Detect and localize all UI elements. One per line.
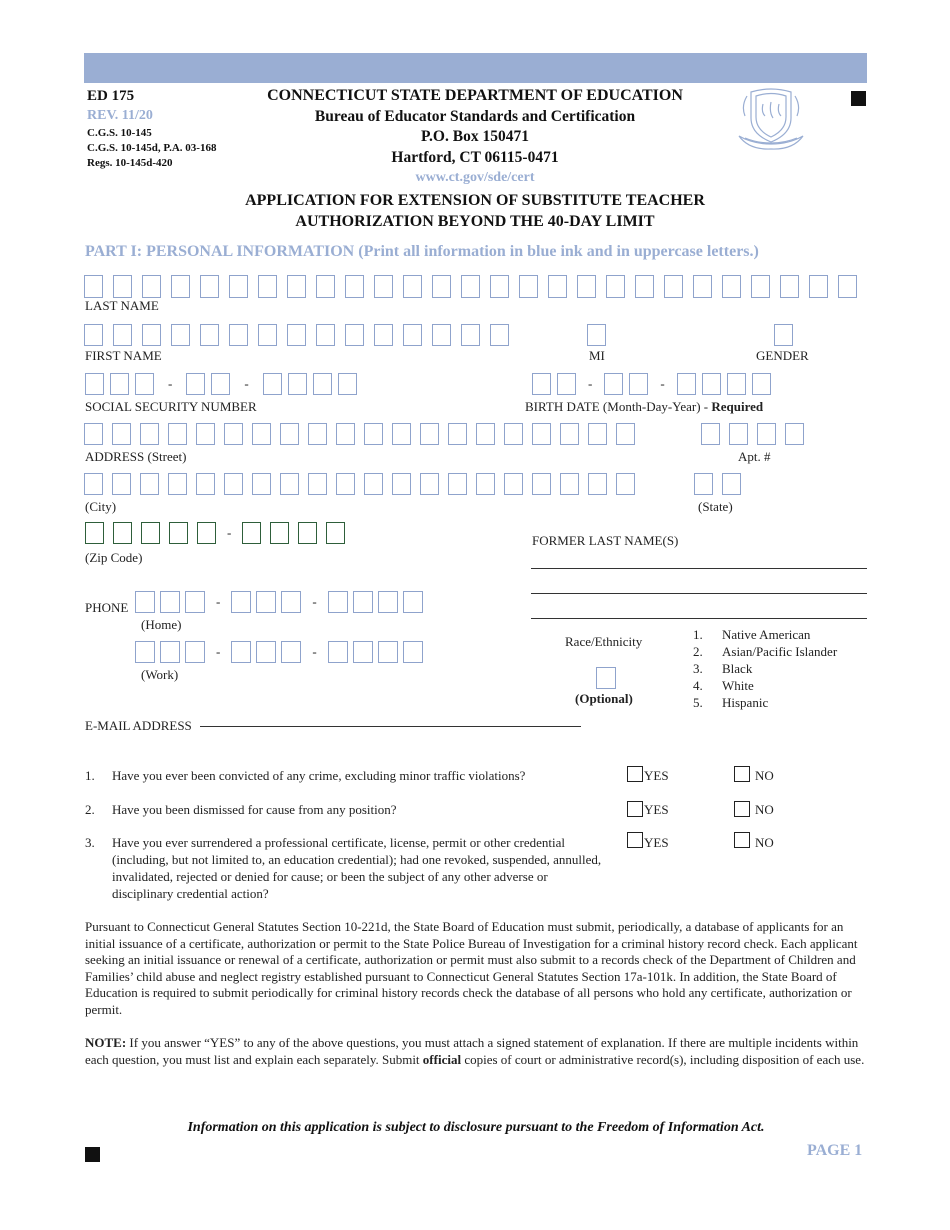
char-box[interactable] (142, 275, 161, 298)
char-box[interactable] (263, 373, 282, 395)
race-option-number: 5. (693, 695, 703, 710)
char-box[interactable] (308, 473, 327, 495)
bureau-name: Bureau of Educator Standards and Certification (314, 108, 636, 125)
race-options-list (693, 627, 837, 712)
race-option (693, 644, 837, 661)
race-option-label: Native American (722, 627, 811, 642)
char-box[interactable] (838, 275, 857, 298)
question-number: 3. (85, 835, 95, 850)
char-box[interactable] (476, 423, 495, 445)
note-label: NOTE: (85, 1035, 127, 1050)
char-box[interactable] (616, 423, 635, 445)
char-box[interactable] (171, 275, 190, 298)
char-box[interactable] (84, 275, 103, 298)
char-box[interactable] (270, 522, 289, 544)
char-box[interactable] (229, 275, 248, 298)
first-name-label: FIRST NAME (85, 348, 162, 363)
phone-dash: - (216, 594, 221, 609)
char-box[interactable] (135, 373, 154, 395)
former-last-name-line[interactable] (531, 568, 867, 569)
char-box[interactable] (490, 275, 509, 298)
race-option-number: 2. (693, 644, 703, 659)
question-number: 1. (85, 768, 95, 783)
char-box[interactable] (224, 423, 243, 445)
char-box[interactable] (780, 275, 799, 298)
ssn-label: SOCIAL SECURITY NUMBER (85, 399, 257, 414)
char-box[interactable] (757, 423, 776, 445)
last-name-input[interactable] (84, 275, 857, 298)
char-box[interactable] (403, 641, 423, 663)
form-title-line2: AUTHORIZATION BEYOND THE 40-DAY LIMIT (295, 213, 655, 230)
char-box[interactable] (364, 473, 383, 495)
char-box[interactable] (604, 373, 623, 395)
zip-dash: - (227, 525, 232, 540)
char-box[interactable] (588, 423, 607, 445)
city-input[interactable] (84, 473, 635, 495)
char-box[interactable] (403, 591, 423, 613)
char-box[interactable] (577, 275, 596, 298)
char-box[interactable] (353, 641, 373, 663)
char-box[interactable] (200, 275, 219, 298)
question-text: Have you ever surrendered a professional certificate, license, permit or other credential (including, but not limited to, an education credential); had one revoked, suspended, annulled, invalidated, rejected or denied for cause; or been the subject of any other adverse or disciplinary credential action? (112, 835, 602, 901)
char-box[interactable] (557, 373, 576, 395)
q1-yes-checkbox[interactable] (627, 766, 643, 782)
char-box[interactable] (186, 373, 205, 395)
ssn-dash: - (244, 376, 249, 391)
char-box[interactable] (353, 591, 373, 613)
char-box[interactable] (702, 373, 721, 395)
question-number: 2. (85, 802, 95, 817)
char-box[interactable] (281, 591, 301, 613)
char-box[interactable] (258, 324, 277, 346)
char-box[interactable] (328, 641, 348, 663)
char-box[interactable] (224, 473, 243, 495)
race-option-label: Hispanic (722, 695, 769, 710)
race-option (693, 661, 837, 678)
ssn-input[interactable] (85, 373, 357, 395)
char-box[interactable] (490, 324, 509, 346)
char-box[interactable] (785, 423, 804, 445)
char-box[interactable] (197, 522, 216, 544)
work-phone-label: (Work) (141, 667, 179, 682)
race-option (693, 695, 837, 712)
char-box[interactable] (328, 591, 348, 613)
race-option-number: 3. (693, 661, 703, 676)
former-last-names-label: FORMER LAST NAME(S) (532, 533, 679, 548)
zip-code-input[interactable] (85, 522, 345, 544)
char-box[interactable] (135, 591, 155, 613)
race-ethnicity-input[interactable] (596, 667, 616, 689)
char-box[interactable] (326, 522, 345, 544)
department-name: CONNECTICUT STATE DEPARTMENT OF EDUCATION (267, 87, 683, 104)
char-box[interactable] (141, 522, 160, 544)
char-box[interactable] (185, 591, 205, 613)
char-box[interactable] (185, 641, 205, 663)
phone-dash: - (312, 644, 317, 659)
char-box[interactable] (403, 275, 422, 298)
po-box: P.O. Box 150471 (421, 128, 529, 145)
char-box[interactable] (560, 423, 579, 445)
char-box[interactable] (160, 641, 180, 663)
char-box[interactable] (84, 324, 103, 346)
char-box[interactable] (420, 423, 439, 445)
race-option (693, 678, 837, 695)
char-box[interactable] (288, 373, 307, 395)
q2-yes-checkbox[interactable] (627, 801, 643, 817)
char-box[interactable] (338, 373, 357, 395)
char-box[interactable] (84, 473, 103, 495)
char-box[interactable] (316, 275, 335, 298)
char-box[interactable] (752, 373, 771, 395)
note-text: copies of court or administrative record(s), including disposition of each use. (461, 1051, 865, 1067)
registration-mark-top (851, 91, 866, 106)
char-box[interactable] (196, 473, 215, 495)
phone-label: PHONE (85, 600, 129, 615)
yes-label: YES (644, 768, 669, 783)
char-box[interactable] (242, 522, 261, 544)
gender-input[interactable] (774, 324, 793, 346)
q3-yes-checkbox[interactable] (627, 832, 643, 848)
char-box[interactable] (84, 423, 103, 445)
phone-dash: - (216, 644, 221, 659)
char-box[interactable] (336, 423, 355, 445)
citation: Regs. 10-145d-420 (87, 157, 173, 169)
char-box[interactable] (809, 275, 828, 298)
mi-label: MI (589, 348, 605, 363)
char-box[interactable] (635, 275, 654, 298)
website-link[interactable]: www.ct.gov/sde/cert (415, 170, 535, 185)
char-box[interactable] (560, 473, 579, 495)
char-box[interactable] (287, 324, 306, 346)
char-box[interactable] (519, 275, 538, 298)
char-box[interactable] (722, 275, 741, 298)
note-bold-word: official (422, 1051, 462, 1067)
state-seal-icon (733, 86, 809, 152)
char-box[interactable] (256, 591, 276, 613)
mi-input[interactable] (587, 324, 606, 346)
char-box[interactable] (196, 423, 215, 445)
char-box[interactable] (548, 275, 567, 298)
city-address: Hartford, CT 06115-0471 (391, 149, 559, 166)
char-box[interactable] (316, 324, 335, 346)
char-box[interactable] (693, 275, 712, 298)
race-option-label: Black (722, 661, 753, 676)
char-box[interactable] (476, 473, 495, 495)
char-box[interactable] (461, 324, 480, 346)
char-box[interactable] (392, 423, 411, 445)
char-box[interactable] (374, 324, 393, 346)
char-box[interactable] (112, 473, 131, 495)
address-label: ADDRESS (Street) (85, 449, 187, 464)
statute-paragraph: Pursuant to Connecticut General Statutes Section 10-221d, the State Board of Education must submit, periodically, a database of applicants for an initial issuance of a certificate, authorization or permit to the State Police Bureau of Investigation for a criminal history record check. Each applicant seeking an initial issuance or renewal of a certificate, authorization or permit must also submit to a records check of the Department of Children and Families’ child abuse and neglect registry established pursuant to Connecticut General Statutes Section 17a-101k. In addition, the State Board of Education is required to submit periodically for criminal history records check the database of all persons who hold any certificate, authorization or permit. (85, 919, 858, 1017)
char-box[interactable] (729, 423, 748, 445)
apt-label: Apt. # (738, 449, 771, 464)
char-box[interactable] (532, 423, 551, 445)
char-box[interactable] (142, 324, 161, 346)
char-box[interactable] (432, 324, 451, 346)
address-input[interactable] (84, 423, 635, 445)
home-phone-input[interactable] (135, 591, 423, 613)
char-box[interactable] (374, 275, 393, 298)
no-label: NO (755, 768, 774, 783)
q2-no-checkbox[interactable] (734, 801, 750, 817)
char-box[interactable] (432, 275, 451, 298)
home-phone-label: (Home) (141, 617, 182, 632)
char-box[interactable] (169, 522, 188, 544)
char-box[interactable] (345, 324, 364, 346)
ssn-dash: - (168, 376, 173, 391)
char-box[interactable] (694, 473, 713, 495)
char-box[interactable] (751, 275, 770, 298)
citation: C.G.S. 10-145 (87, 127, 152, 139)
question-text: Have you ever been convicted of any crime, excluding minor traffic violations? (112, 768, 526, 783)
char-box[interactable] (231, 591, 251, 613)
char-box[interactable] (722, 473, 741, 495)
char-box[interactable] (200, 324, 219, 346)
q1-no-checkbox[interactable] (734, 766, 750, 782)
char-box[interactable] (85, 373, 104, 395)
char-box[interactable] (616, 473, 635, 495)
question-text: Have you been dismissed for cause from any position? (112, 802, 397, 817)
note-text: If you answer “YES” to any of the above questions, you must attach a signed statement of explanation. If there are multiple incidents within each question, you must list and explain each separately. Submit (85, 1035, 859, 1067)
phone-dash: - (312, 594, 317, 609)
char-box[interactable] (313, 373, 332, 395)
char-box[interactable] (110, 373, 129, 395)
char-box[interactable] (504, 423, 523, 445)
char-box[interactable] (629, 373, 648, 395)
email-input-line[interactable] (200, 726, 581, 727)
disclosure-notice: Information on this application is subject to disclosure pursuant to the Freedom of Information Act. (187, 1120, 765, 1135)
part1-heading: PART I: PERSONAL INFORMATION (Print all information in blue ink and in uppercase letters.) (85, 243, 759, 260)
char-box[interactable] (140, 473, 159, 495)
char-box[interactable] (532, 373, 551, 395)
char-box[interactable] (677, 373, 696, 395)
race-option (693, 627, 837, 644)
email-label: E-MAIL ADDRESS (85, 718, 192, 733)
first-name-input[interactable] (84, 324, 509, 346)
char-box[interactable] (532, 473, 551, 495)
char-box[interactable] (168, 473, 187, 495)
char-box[interactable] (229, 324, 248, 346)
char-box[interactable] (168, 423, 187, 445)
char-box[interactable] (504, 473, 523, 495)
char-box[interactable] (258, 275, 277, 298)
char-box[interactable] (113, 522, 132, 544)
char-box[interactable] (448, 473, 467, 495)
char-box[interactable] (281, 641, 301, 663)
char-box[interactable] (287, 275, 306, 298)
citation: C.G.S. 10-145d, P.A. 03-168 (87, 142, 217, 154)
char-box[interactable] (378, 641, 398, 663)
char-box[interactable] (345, 275, 364, 298)
q3-no-checkbox[interactable] (734, 832, 750, 848)
state-label: (State) (698, 499, 733, 514)
char-box[interactable] (231, 641, 251, 663)
char-box[interactable] (112, 423, 131, 445)
gender-label: GENDER (756, 348, 809, 363)
race-ethnicity-label: Race/Ethnicity (565, 634, 643, 649)
birth-date-label (525, 399, 763, 415)
birth-date-input[interactable] (532, 373, 771, 395)
char-box[interactable] (256, 641, 276, 663)
char-box[interactable] (211, 373, 230, 395)
char-box[interactable] (664, 275, 683, 298)
state-input[interactable] (694, 473, 741, 495)
birth-date-dash: - (588, 376, 593, 391)
char-box[interactable] (113, 275, 132, 298)
char-box[interactable] (171, 324, 190, 346)
yes-label: YES (644, 835, 669, 850)
race-option-number: 4. (693, 678, 703, 693)
char-box[interactable] (280, 473, 299, 495)
birth-date-dash: - (660, 376, 665, 391)
yes-label: YES (644, 802, 669, 817)
birth-date-label-text: BIRTH DATE (Month-Day-Year) - (525, 399, 712, 414)
char-box[interactable] (461, 275, 480, 298)
page-number: PAGE 1 (807, 1142, 863, 1159)
header-band (84, 53, 867, 83)
char-box[interactable] (392, 473, 411, 495)
char-box[interactable] (727, 373, 746, 395)
last-name-label: LAST NAME (85, 298, 159, 313)
former-last-name-line[interactable] (531, 593, 867, 594)
char-box[interactable] (606, 275, 625, 298)
char-box[interactable] (364, 423, 383, 445)
apt-input[interactable] (701, 423, 804, 445)
char-box[interactable] (160, 591, 180, 613)
race-option-number: 1. (693, 627, 703, 642)
char-box[interactable] (135, 641, 155, 663)
work-phone-input[interactable] (135, 641, 423, 663)
char-box[interactable] (280, 423, 299, 445)
char-box[interactable] (252, 423, 271, 445)
char-box[interactable] (336, 473, 355, 495)
char-box[interactable] (701, 423, 720, 445)
char-box[interactable] (588, 473, 607, 495)
form-id: ED 175 (87, 88, 135, 104)
revision: REV. 11/20 (87, 108, 153, 123)
city-label: (City) (85, 499, 117, 514)
note-paragraph (85, 1035, 867, 1068)
race-option-label: White (722, 678, 754, 693)
char-box[interactable] (298, 522, 317, 544)
former-last-name-line[interactable] (531, 618, 867, 619)
zip-code-label: (Zip Code) (85, 550, 143, 565)
char-box[interactable] (403, 324, 422, 346)
char-box[interactable] (85, 522, 104, 544)
required-marker: Required (711, 399, 764, 414)
char-box[interactable] (448, 423, 467, 445)
optional-label: (Optional) (575, 691, 633, 706)
char-box[interactable] (308, 423, 327, 445)
char-box[interactable] (378, 591, 398, 613)
no-label: NO (755, 835, 774, 850)
char-box[interactable] (113, 324, 132, 346)
char-box[interactable] (140, 423, 159, 445)
no-label: NO (755, 802, 774, 817)
char-box[interactable] (252, 473, 271, 495)
race-option-label: Asian/Pacific Islander (722, 644, 838, 659)
form-title-line1: APPLICATION FOR EXTENSION OF SUBSTITUTE TEACHER (245, 192, 705, 209)
char-box[interactable] (420, 473, 439, 495)
registration-mark-bottom (85, 1147, 100, 1162)
